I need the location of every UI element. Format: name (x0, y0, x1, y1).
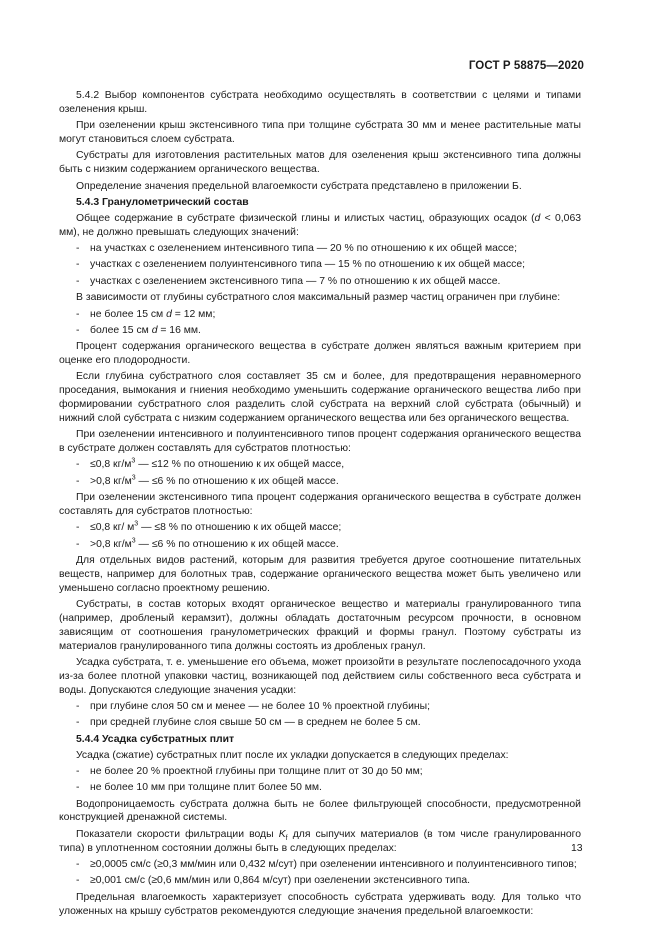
paragraph (59, 828, 581, 856)
page-content (59, 89, 581, 921)
text: Показатели скорости фильтрации воды (76, 828, 279, 840)
text: — ≤6 % по отношению к их общей массе. (135, 475, 339, 487)
text: — ≤8 % по отношению к их общей массе; (138, 522, 342, 534)
superscript: 3 (131, 537, 136, 545)
text: не более 15 см (90, 308, 167, 320)
list-dash: - (76, 475, 80, 487)
list-item (59, 475, 581, 489)
symbol-k: K (278, 828, 286, 840)
paragraph: Предельная влагоемкость характеризует способность субстрата удерживать воду. Для только что уложенных на крышу субстратов рекомендуются следующие значения предельной влагоемкости: (59, 891, 581, 917)
list-item (59, 538, 581, 552)
text: — ≤6 % по отношению к их общей массе. (135, 538, 339, 550)
list-item-text: ≥0,001 см/с (≥0,6 мм/мин или 0,864 м/сут) при озеленении экстенсивного типа. (90, 875, 470, 887)
list-dash: - (76, 717, 80, 729)
text: ≤0,8 кг/ м (90, 522, 135, 534)
paragraph: Определение значения предельной влагоемкости субстрата представлено в приложении Б. (76, 180, 522, 192)
list-item-text: не более 20 % проектной глубины при толщине плит от 30 до 50 мм; (90, 765, 423, 777)
list-item (59, 521, 581, 535)
list-dash: - (76, 765, 80, 777)
text: < 0,063 мм), не должно превышать следующих значений: (59, 212, 582, 238)
superscript: 3 (134, 520, 139, 528)
paragraph: Если глубина субстратного слоя составляет 35 см и более, для предотвращения неравномерного проседания, вымокания и гниения необходимо уменьшить содержание органического вещества либо при формировании субстратного слоя разделить слой субстрата на верхний слой субстрата (обычный) и нижний слой субстрата с низким содержанием органического вещества или без органического вещества. (59, 371, 581, 424)
list-item (59, 858, 581, 872)
paragraph: При озеленении крыш экстенсивного типа при толщине субстрата 30 мм и менее растительные маты могут становиться слоем субстрата. (59, 120, 581, 145)
paragraph: В зависимости от глубины субстратного слоя максимальный размер частиц ограничен при глубине: (76, 292, 561, 304)
superscript: 3 (131, 457, 136, 465)
list-item (59, 258, 581, 272)
list-item-text: участках с озеленением полуинтенсивного типа — 15 % по отношению к их общей массе; (90, 259, 526, 271)
list-item (59, 700, 581, 714)
text: для сыпучих материалов (в том числе гранулированного типа) в уплотненном состоянии должны быть в следующих пределах: (59, 828, 581, 854)
list-item (59, 765, 581, 779)
text: = 16 мм. (157, 324, 201, 336)
paragraph (59, 212, 581, 240)
paragraph: Для отдельных видов растений, которым для развития требуется другое соотношение питательных веществ, например для болотных трав, содержание органического вещества может быть увеличено или уменьшено согласно проектному решению. (59, 555, 581, 594)
list-dash: - (76, 259, 80, 271)
paragraph: 5.4.2 Выбор компонентов субстрата необходимо осуществлять в соответствии с целями и типами озеленения крыш. (59, 90, 581, 115)
list-item (59, 716, 581, 730)
list-dash: - (76, 875, 80, 887)
list-item (59, 874, 581, 888)
text: >0,8 кг/м (90, 475, 132, 487)
superscript: 3 (131, 474, 136, 482)
list-item (59, 458, 581, 472)
list-dash: - (76, 538, 80, 550)
text: ≤0,8 кг/м (90, 459, 132, 471)
text: >0,8 кг/м (90, 538, 132, 550)
list-dash: - (76, 308, 80, 320)
list-dash: - (76, 522, 80, 534)
list-item (59, 324, 581, 338)
text: — ≤12 % по отношению к их общей массе, (135, 459, 345, 471)
paragraph: Усадка (сжатие) субстратных плит после их укладки допускается в следующих пределах: (76, 749, 509, 761)
list-item (59, 242, 581, 256)
list-item-text: при средней глубине слоя свыше 50 см — в среднем не более 5 см. (90, 717, 421, 729)
list-item (59, 275, 581, 289)
list-item-text: при глубине слоя 50 см и менее — не более 10 % проектной глубины; (90, 700, 430, 712)
symbol-d: d (151, 324, 158, 336)
text: более 15 см (90, 324, 152, 336)
paragraph: Процент содержания органического вещества в субстрате должен являться важным критерием при оценке его плодородности. (59, 341, 581, 367)
list-item-text: не более 10 мм при толщине плит более 50 мм. (90, 782, 322, 794)
list-dash: - (76, 275, 80, 287)
paragraph: При озеленении интенсивного и полуинтенсивного типов процент содержания органического вещества в субстрате должен составлять для субстратов плотностью: (59, 429, 581, 455)
list-item (59, 781, 581, 795)
list-dash: - (76, 242, 80, 254)
section-heading-5-4-4: 5.4.4 Усадка субстратных плит (76, 733, 235, 745)
list-dash: - (76, 700, 80, 712)
list-item-text: ≥0,0005 см/с (≥0,3 мм/мин или 0,432 м/сут) при озеленении интенсивного и полуинтенсивного типов; (90, 859, 577, 871)
list-item-text: на участках с озеленением интенсивного типа — 20 % по отношению к их общей массе; (90, 242, 517, 254)
list-dash: - (76, 782, 80, 794)
paragraph: Субстраты для изготовления растительных матов для озеленения крыш экстенсивного типа должны быть с низким содержанием органического вещества. (59, 150, 581, 176)
list-item (59, 308, 581, 322)
text: Общее содержание в субстрате физической глины и илистых частиц, образующих осадок ( (76, 212, 535, 224)
list-item-text: участках с озеленением экстенсивного типа — 7 % по отношению к их общей массе. (90, 275, 501, 287)
list-dash: - (76, 459, 80, 471)
list-dash: - (76, 324, 80, 336)
subscript: f (285, 834, 288, 842)
paragraph: Водопроницаемость субстрата должна быть не более фильтрующей способности, предусмотренной конструкцией дренажной системы. (59, 798, 581, 824)
section-heading-5-4-3: 5.4.3 Гранулометрический состав (76, 196, 249, 208)
paragraph: Усадка субстрата, т. е. уменьшение его объема, может произойти в результате послепосадочного ухода из-за более плотной упаковки частиц, возникающей под действием силы собственного веса субстрата и воды. Допускаются следующие значения усадки: (59, 656, 581, 696)
page-number: 13 (571, 843, 583, 854)
paragraph: Субстраты, в состав которых входят органическое вещество и материалы гранулированного типа (например, дробленый керамзит), должны обладать достаточным ресурсом прочности, в основном зависящим от соотношения гранулометрических фракций и формы гранул. Поэтому субстраты из материалов гранулированного типа должны состоять из дробленых гранул. (59, 599, 581, 652)
text: = 12 мм; (171, 308, 216, 320)
document-code: ГОСТ Р 58875—2020 (468, 60, 584, 72)
paragraph: При озеленении экстенсивного типа процент содержания органического вещества в субстрате должен составлять для субстратов плотностью: (59, 492, 581, 518)
symbol-d: d (534, 212, 541, 224)
list-dash: - (76, 859, 80, 871)
symbol-d: d (166, 308, 172, 320)
